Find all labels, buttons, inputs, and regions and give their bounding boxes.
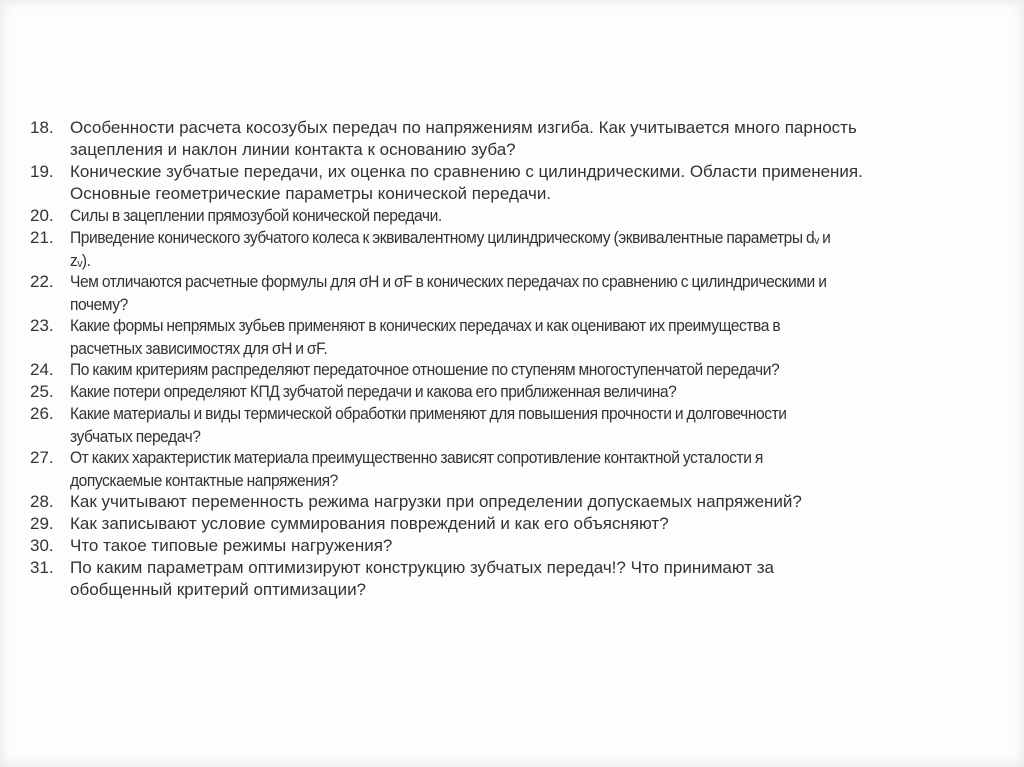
item-number: 21. <box>30 228 54 247</box>
item-text-line: По каким параметрам оптимизируют конструкцию зубчатых передач!? Что принимают за <box>70 558 774 577</box>
item-text-line: Особенности расчета косозубых передач по напряжениям изгиба. Как учитывается много парность <box>70 118 857 137</box>
item-text <box>70 381 995 404</box>
item-text <box>70 535 995 557</box>
item-text <box>70 161 995 205</box>
item-text-line: Какие материалы и виды термической обработки применяют для повышения прочности и долговечности <box>70 405 787 424</box>
item-number: 29. <box>30 514 54 533</box>
list-item <box>30 205 995 227</box>
item-text-line: обобщенный критерий оптимизации? <box>70 580 367 599</box>
item-text-line: зубчатых передач? <box>70 428 201 447</box>
item-text-line: почему? <box>70 296 128 315</box>
list-item <box>30 315 995 359</box>
item-text-line: Как учитывают переменность режима нагрузки при определении допускаемых напряжений? <box>70 492 802 511</box>
item-text-line: Что такое типовые режимы нагружения? <box>70 536 393 555</box>
item-text-line: Какие формы непрямых зубьев применяют в конических передачах и как оценивают их преимущества в <box>70 317 781 336</box>
question-list <box>30 117 995 601</box>
list-item <box>30 227 995 271</box>
item-text-line: Какие потери определяют КПД зубчатой передачи и какова его приближенная величина? <box>70 383 677 402</box>
list-item <box>30 381 995 403</box>
item-text-line: По каким критериям распределяют передаточное отношение по ступеням многоступенчатой передачи? <box>70 361 780 380</box>
item-text-line: От каких характеристик материала преимущественно зависят сопротивление контактной усталости я <box>70 449 763 468</box>
item-number: 20. <box>30 206 54 225</box>
item-text-line: зацепления и наклон линии контакта к основанию зуба? <box>70 140 516 159</box>
item-text <box>70 557 995 601</box>
item-number: 24. <box>30 360 54 379</box>
item-number: 19. <box>30 162 54 181</box>
item-text <box>70 315 995 362</box>
item-number: 25. <box>30 382 54 401</box>
item-number: 18. <box>30 118 54 137</box>
item-text <box>70 205 995 228</box>
item-text <box>70 491 995 513</box>
item-number: 30. <box>30 536 54 555</box>
item-number: 27. <box>30 448 54 467</box>
item-text-line: расчетных зависимостях для σH и σF. <box>70 340 328 359</box>
item-text-line: Конические зубчатые передачи, их оценка по сравнению с цилиндрическими. Области применения. <box>70 162 863 181</box>
item-text-line: Приведение конического зубчатого колеса к эквивалентному цилиндрическому (эквивалентные параметры dᵥ и <box>70 229 831 248</box>
item-text <box>70 513 995 535</box>
item-number: 28. <box>30 492 54 511</box>
item-text <box>70 271 995 318</box>
list-item <box>30 447 995 491</box>
item-number: 22. <box>30 272 54 291</box>
list-item <box>30 161 995 205</box>
item-number: 26. <box>30 404 54 423</box>
item-text <box>70 227 995 274</box>
list-item <box>30 117 995 161</box>
list-item <box>30 557 995 601</box>
list-item <box>30 513 995 535</box>
item-text-line: zᵥ). <box>70 252 91 271</box>
list-item <box>30 359 995 381</box>
item-text <box>70 359 995 382</box>
item-text <box>70 403 995 450</box>
item-text-line: Как записывают условие суммирования повреждений и как его объясняют? <box>70 514 669 533</box>
item-number: 31. <box>30 558 54 577</box>
list-item <box>30 403 995 447</box>
list-item <box>30 535 995 557</box>
list-item <box>30 271 995 315</box>
list-item <box>30 491 995 513</box>
item-text-line: допускаемые контактные напряжения? <box>70 472 338 491</box>
item-text <box>70 117 995 161</box>
item-text <box>70 447 995 494</box>
item-text-line: Основные геометрические параметры конической передачи. <box>70 184 552 203</box>
item-number: 23. <box>30 316 54 335</box>
item-text-line: Чем отличаются расчетные формулы для σH и σF в конических передачах по сравнению с цилиндрическими и <box>70 273 827 292</box>
item-text-line: Силы в зацеплении прямозубой конической передачи. <box>70 207 442 226</box>
